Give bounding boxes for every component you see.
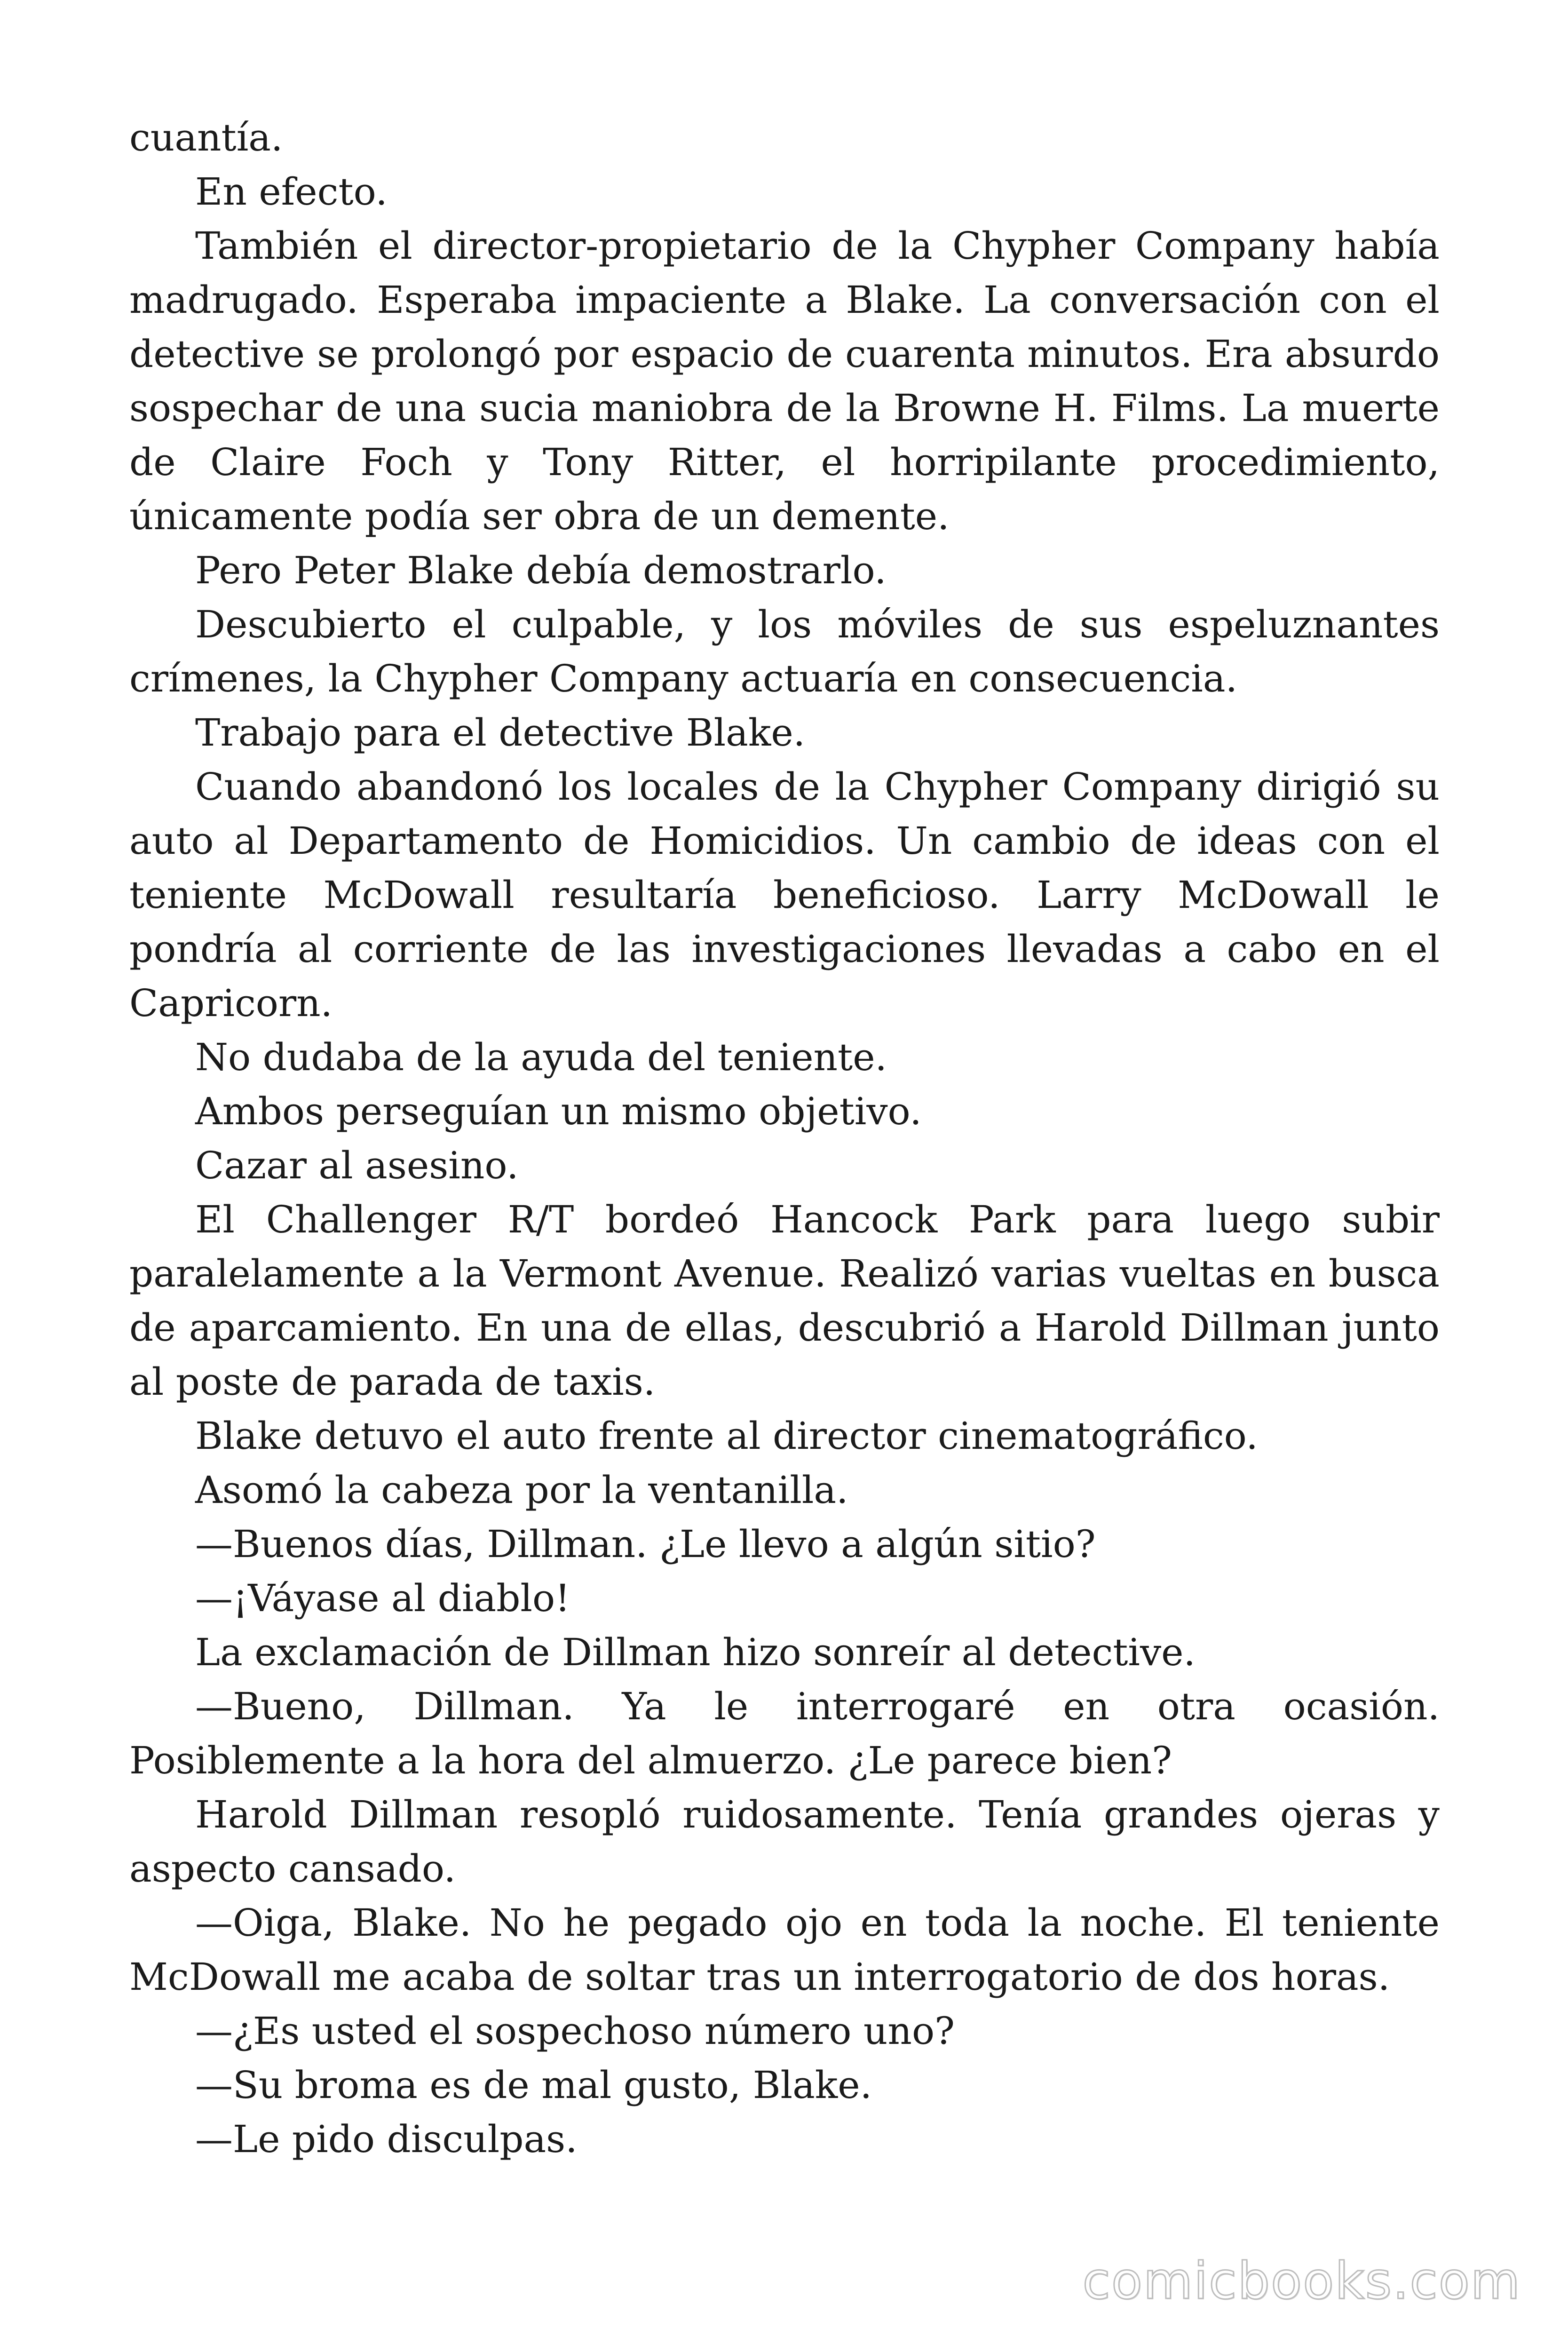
paragraph: Blake detuvo el auto frente al director cinematográfico. bbox=[195, 1414, 1258, 1458]
paragraph: Asomó la cabeza por la ventanilla. bbox=[195, 1468, 848, 1512]
paragraph: Harold Dillman resopló ruidosamente. Tenía grandes ojeras y aspecto cansado. bbox=[129, 1793, 1440, 1891]
dialogue-line: —¿Es usted el sospechoso número uno? bbox=[195, 2009, 955, 2053]
paragraph: No dudaba de la ayuda del teniente. bbox=[195, 1035, 887, 1079]
paragraph: Ambos perseguían un mismo objetivo. bbox=[195, 1089, 922, 1133]
dialogue-line: —Oiga, Blake. No he pegado ojo en toda la noche. El teniente McDowall me acaba de soltar tras un interrogatorio de dos horas. bbox=[129, 1901, 1440, 1999]
paragraph: Cuando abandonó los locales de la Chypher Company dirigió su auto al Departamento de Homicidios. Un cambio de ideas con el teniente McDowall resultaría beneficioso. Larry McDowall le pondría al corriente de las investigaciones llevadas a cabo en el Capricorn. bbox=[129, 765, 1440, 1025]
book-page bbox=[129, 111, 1440, 2166]
paragraph: Descubierto el culpable, y los móviles de sus espeluznantes crímenes, la Chypher Company actuaría en consecuencia. bbox=[129, 603, 1440, 700]
watermark-text: comicbooks.com bbox=[1082, 2252, 1521, 2311]
paragraph: El Challenger R/T bordeó Hancock Park para luego subir paralelamente a la Vermont Avenue. Realizó varias vueltas en busca de aparcamiento. En una de ellas, descubrió a Harold Dillman junto al poste de parada de taxis. bbox=[129, 1198, 1440, 1404]
paragraph: Trabajo para el detective Blake. bbox=[195, 711, 806, 755]
paragraph: La exclamación de Dillman hizo sonreír al detective. bbox=[195, 1630, 1196, 1674]
paragraph-continuation: cuantía. bbox=[129, 116, 283, 159]
paragraph: También el director-propietario de la Chypher Company había madrugado. Esperaba impaciente a Blake. La conversación con el detective se prolongó por espacio de cuarenta minutos. Era absurdo sospechar de una sucia maniobra de la Browne H. Films. La muerte de Claire Foch y Tony Ritter, el horripilante procedimiento, únicamente podía ser obra de un demente. bbox=[129, 224, 1440, 538]
dialogue-line: —Su broma es de mal gusto, Blake. bbox=[195, 2063, 872, 2107]
dialogue-line: —¡Váyase al diablo! bbox=[195, 1576, 570, 1620]
dialogue-line: —Le pido disculpas. bbox=[195, 2117, 578, 2161]
paragraph: Pero Peter Blake debía demostrarlo. bbox=[195, 548, 887, 592]
paragraph: En efecto. bbox=[195, 170, 388, 214]
dialogue-line: —Bueno, Dillman. Ya le interrogaré en otra ocasión. Posiblemente a la hora del almuerzo. ¿Le parece bien? bbox=[129, 1685, 1440, 1782]
paragraph: Cazar al asesino. bbox=[195, 1144, 519, 1187]
dialogue-line: —Buenos días, Dillman. ¿Le llevo a algún sitio? bbox=[195, 1522, 1096, 1566]
